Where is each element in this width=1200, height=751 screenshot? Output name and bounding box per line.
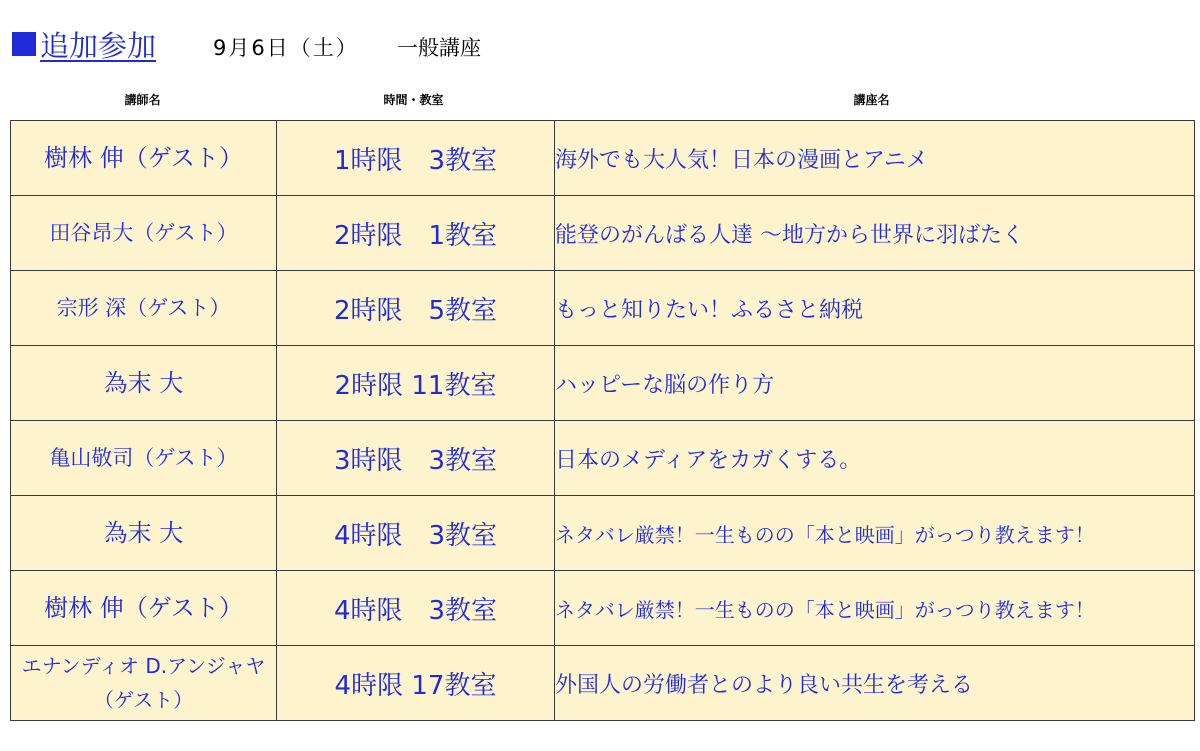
column-header-instructor: 講師名: [124, 93, 161, 107]
square-bullet-icon: [12, 32, 36, 56]
column-header-time-room: 時間・教室: [383, 93, 444, 107]
instructor-cell: 為末 大: [11, 346, 277, 421]
table-row: [11, 346, 1195, 421]
time-room-cell: 2時限 5教室: [277, 271, 555, 346]
instructor-cell: 樹林 伸（ゲスト）: [11, 121, 277, 196]
lecture-title-cell: ネタバレ厳禁！一生ものの「本と映画」がっつり教えます！: [555, 496, 1195, 571]
table-row: [11, 271, 1195, 346]
table-row: [11, 196, 1195, 271]
lecture-title-cell: 海外でも大人気！日本の漫画とアニメ: [555, 121, 1195, 196]
instructor-cell: 田谷昂大（ゲスト）: [11, 196, 277, 271]
table-row: [11, 571, 1195, 646]
time-room-cell: 1時限 3教室: [277, 121, 555, 196]
instructor-cell: 宗形 深（ゲスト）: [11, 271, 277, 346]
lecture-title-cell: ハッピーな脳の作り方: [555, 346, 1195, 421]
time-room-cell: 4時限 17教室: [277, 646, 555, 721]
instructor-cell: 亀山敬司（ゲスト）: [11, 421, 277, 496]
table-row: [11, 421, 1195, 496]
instructor-cell: エナンディオ D.アンジャヤ（ゲスト）: [11, 646, 277, 721]
time-room-cell: 2時限 11教室: [277, 346, 555, 421]
time-room-cell: 4時限 3教室: [277, 571, 555, 646]
page-title: [12, 24, 156, 64]
instructor-cell: 樹林 伸（ゲスト）: [11, 571, 277, 646]
lecture-title-cell: もっと知りたい！ふるさと納税: [555, 271, 1195, 346]
lecture-title-cell: 能登のがんばる人達 〜地方から世界に羽ばたく: [555, 196, 1195, 271]
lecture-title-cell: 日本のメディアをカガくする。: [555, 421, 1195, 496]
table-row: [11, 121, 1195, 196]
instructor-cell: 為末 大: [11, 496, 277, 571]
title-link[interactable]: 追加参加: [40, 28, 157, 63]
table-row: [11, 646, 1195, 721]
lecture-title-cell: 外国人の労働者とのより良い共生を考える: [555, 646, 1195, 721]
event-date: 9月6日（土）: [213, 36, 359, 60]
table-row: [11, 496, 1195, 571]
schedule-table: [10, 120, 1195, 721]
time-room-cell: 4時限 3教室: [277, 496, 555, 571]
lecture-title-cell: ネタバレ厳禁！一生ものの「本と映画」がっつり教えます！: [555, 571, 1195, 646]
lecture-category: 一般講座: [397, 36, 481, 60]
time-room-cell: 2時限 1教室: [277, 196, 555, 271]
column-header-lecture: 講座名: [853, 93, 890, 107]
time-room-cell: 3時限 3教室: [277, 421, 555, 496]
